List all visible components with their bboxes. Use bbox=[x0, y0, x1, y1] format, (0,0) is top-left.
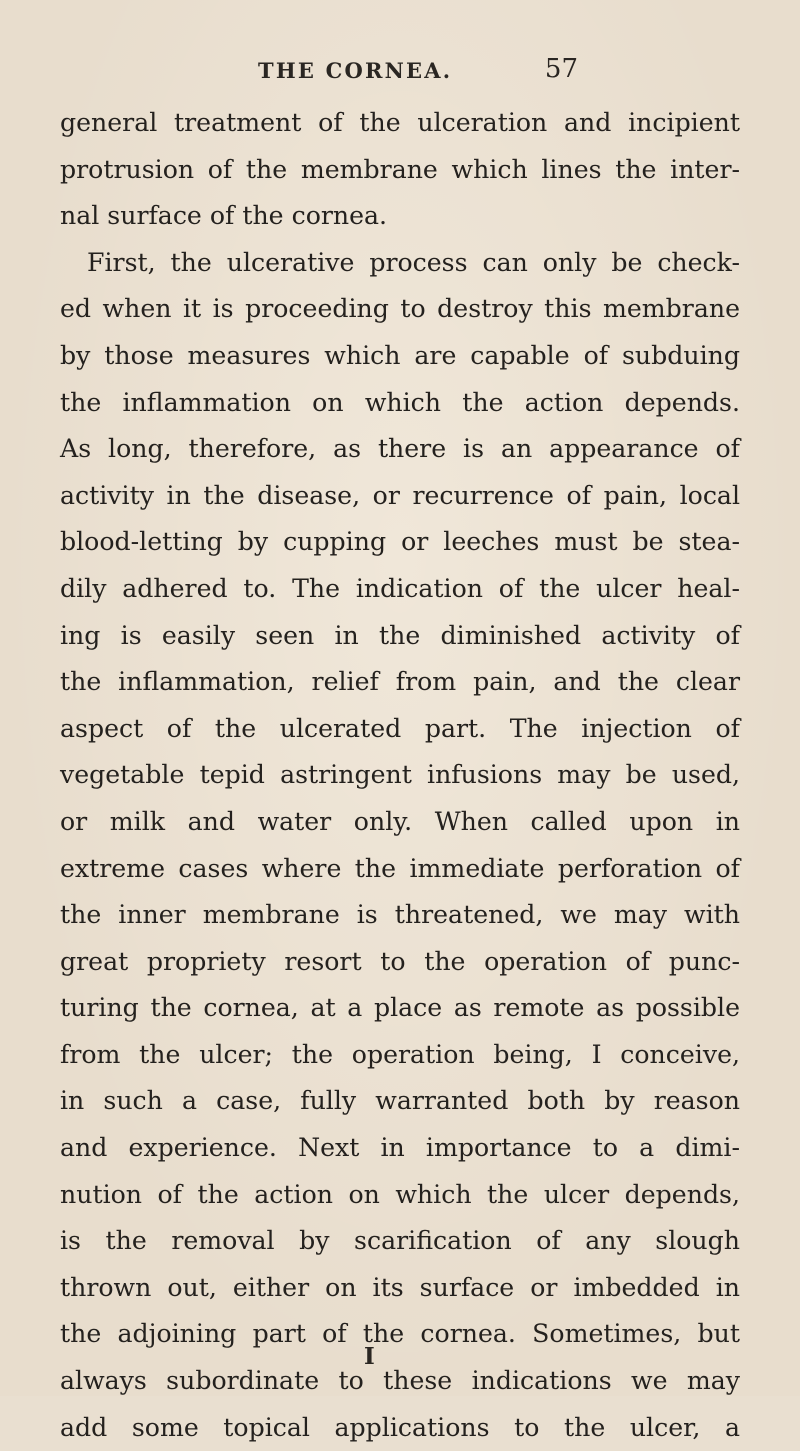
text-line: always subordinate to these indications we may bbox=[60, 1366, 740, 1396]
text-line: by those measures which are capable of subduing bbox=[60, 340, 740, 370]
text-line: dily adhered to. The indication of the ulcer heal- bbox=[60, 573, 740, 603]
text-line: or milk and water only. When called upon in bbox=[60, 806, 740, 836]
text-line: from the ulcer; the operation being, I conceive, bbox=[60, 1039, 740, 1069]
text-line: the inflammation on which the action depends. bbox=[60, 387, 740, 417]
page-number: 57 bbox=[544, 54, 578, 84]
text-line: First, the ulcerative process can only be check- bbox=[87, 247, 740, 277]
text-line: the inflammation, relief from pain, and the clear bbox=[60, 667, 740, 697]
text-line: in such a case, fully warranted both by reason bbox=[60, 1086, 740, 1116]
text-line: thrown out, either on its surface or imbedded in bbox=[60, 1272, 740, 1302]
text-line: ed when it is proceeding to destroy this membrane bbox=[60, 294, 740, 324]
text-line: aspect of the ulcerated part. The injection of bbox=[60, 713, 740, 743]
text-line: great propriety resort to the operation of punc- bbox=[60, 946, 740, 976]
text-line: and experience. Next in importance to a dimi- bbox=[60, 1133, 740, 1163]
text-line: is the removal by scarification of any slough bbox=[60, 1226, 740, 1256]
text-line: protrusion of the membrane which lines the inter- bbox=[60, 154, 740, 184]
text-line: the adjoining part of the cornea. Sometimes, but bbox=[60, 1319, 740, 1349]
running-title: THE CORNEA. bbox=[258, 58, 453, 83]
text-line: ing is easily seen in the diminished activity of bbox=[60, 620, 740, 650]
text-line: blood-letting by cupping or leeches must be stea- bbox=[60, 527, 740, 557]
text-line: turing the cornea, at a place as remote as possible bbox=[60, 993, 740, 1023]
text-line: extreme cases where the immediate perforation of bbox=[60, 853, 740, 883]
text-line: the inner membrane is threatened, we may with bbox=[60, 900, 740, 930]
text-line: general treatment of the ulceration and incipient bbox=[60, 108, 740, 137]
text-line: vegetable tepid astringent infusions may be used, bbox=[60, 760, 740, 790]
text-line: nal surface of the cornea. bbox=[60, 201, 388, 231]
signature-mark: I bbox=[364, 1343, 375, 1370]
body-text bbox=[60, 100, 740, 1451]
text-line: As long, therefore, as there is an appearance of bbox=[60, 434, 740, 464]
text-line: add some topical applications to the ulcer, a bbox=[60, 1412, 740, 1442]
text-line: nution of the action on which the ulcer depends, bbox=[60, 1179, 740, 1209]
running-head bbox=[258, 54, 578, 88]
text-line: activity in the disease, or recurrence of pain, local bbox=[60, 480, 740, 510]
